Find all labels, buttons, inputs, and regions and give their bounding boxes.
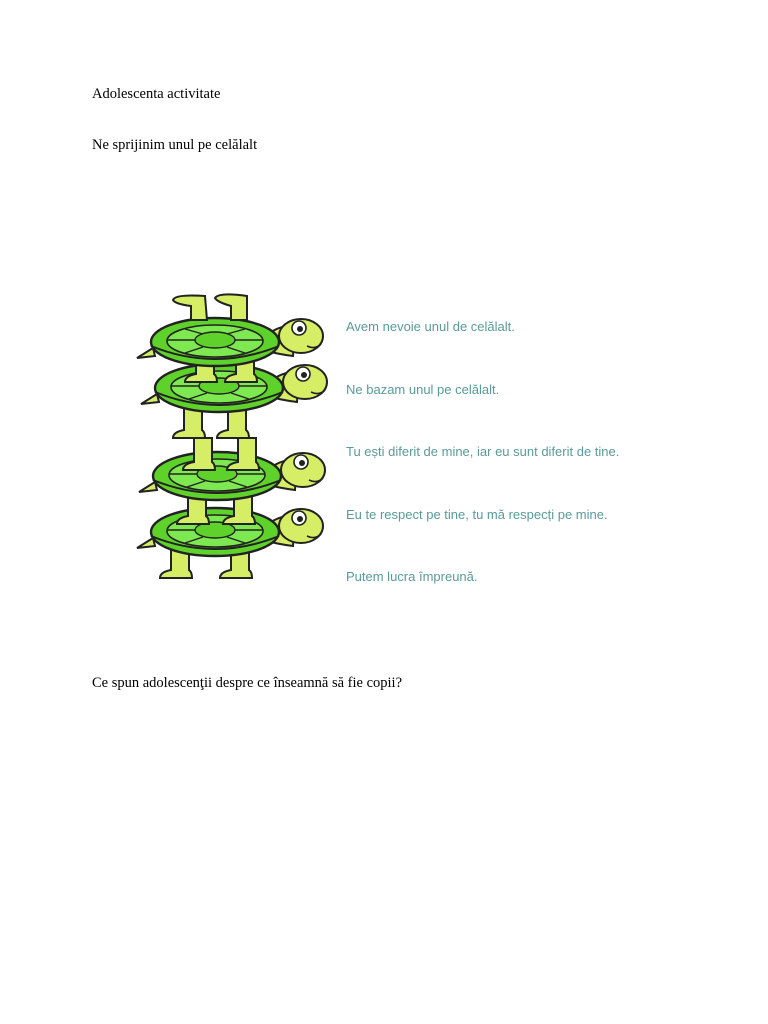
affirmation-1: Avem nevoie unul de celălalt. [346,319,515,334]
affirmation-5: Putem lucra împreună. [346,569,478,584]
document-title: Adolescenta activitate [92,86,221,102]
affirmation-3: Tu ești diferit de mine, iar eu sunt diferit de tine. [346,444,620,459]
document-question: Ce spun adolescenţii despre ce înseamnă să fie copii? [92,675,403,691]
affirmation-4: Eu te respect pe tine, tu mă respecți pe mine. [346,507,608,522]
document-subtitle: Ne sprijinim unul pe celălalt [92,137,258,153]
affirmation-2: Ne bazam unul pe celălalt. [346,382,500,397]
stacked-turtles-illustration [135,288,335,593]
